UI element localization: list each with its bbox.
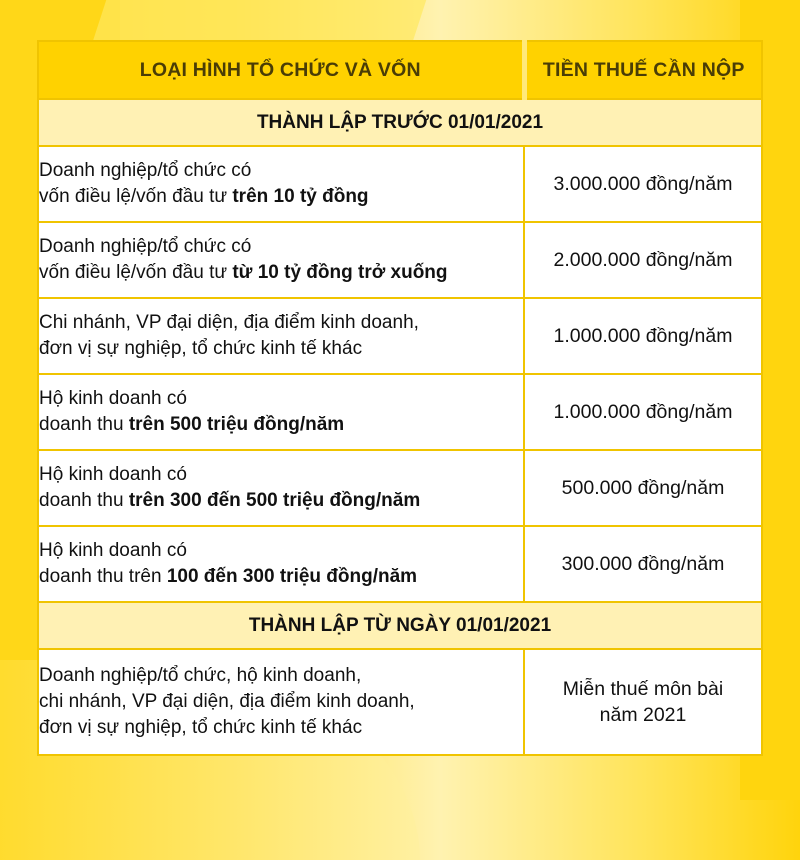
tax-amount: 3.000.000 đồng/năm: [524, 146, 762, 222]
description-line: [39, 488, 523, 514]
tax-amount: 500.000 đồng/năm: [524, 450, 762, 526]
description-text: vốn điều lệ/vốn đầu tư: [39, 262, 233, 283]
table-header-row: [38, 41, 762, 99]
tax-exemption-line: năm 2021: [599, 704, 687, 726]
section-title-from-2021: THÀNH LẬP TỪ NGÀY 01/01/2021: [38, 602, 762, 649]
description-text: vốn điều lệ/vốn đầu tư: [39, 186, 233, 207]
organization-description: [38, 298, 524, 374]
description-text: đơn vị sự nghiệp, tổ chức kinh tế khác: [39, 338, 363, 359]
description-bold-text: trên 10 tỷ đồng: [232, 186, 369, 207]
description-line: Doanh nghiệp/tổ chức có: [39, 236, 252, 257]
tax-amount: 300.000 đồng/năm: [524, 526, 762, 602]
table-row: [38, 526, 762, 602]
description-line: [39, 184, 523, 210]
description-line: [39, 564, 523, 590]
organization-description: [38, 450, 524, 526]
organization-description: [38, 649, 524, 755]
organization-description: [38, 374, 524, 450]
description-line: Hộ kinh doanh có: [39, 388, 187, 409]
description-bold-text: trên 500 triệu đồng/năm: [128, 414, 345, 435]
section-row: [38, 602, 762, 649]
description-bold-text: từ 10 tỷ đồng trở xuống: [232, 262, 448, 283]
description-line: Hộ kinh doanh có: [39, 540, 187, 561]
organization-description: [38, 526, 524, 602]
description-line: [39, 260, 523, 286]
tax-amount: [524, 649, 762, 755]
tax-exemption-line: Miễn thuế môn bài: [562, 678, 724, 700]
organization-description: [38, 222, 524, 298]
header-tax-amount: TIỀN THUẾ CẦN NỘP: [524, 41, 762, 99]
tax-amount: 1.000.000 đồng/năm: [524, 298, 762, 374]
organization-description: [38, 146, 524, 222]
description-line: đơn vị sự nghiệp, tổ chức kinh tế khác: [39, 717, 363, 738]
description-bold-text: trên 300 đến 500 triệu đồng/năm: [128, 490, 421, 511]
description-line: Doanh nghiệp/tổ chức, hộ kinh doanh,: [39, 665, 362, 686]
header-organization-type: LOẠI HÌNH TỔ CHỨC VÀ VỐN: [38, 41, 524, 99]
table-row: [38, 222, 762, 298]
description-line: Chi nhánh, VP đại diện, địa điểm kinh doanh,: [39, 312, 419, 333]
section-row: [38, 99, 762, 146]
table-row: [38, 649, 762, 755]
section-title-before-2021: THÀNH LẬP TRƯỚC 01/01/2021: [38, 99, 762, 146]
tax-table: [37, 40, 763, 756]
description-line: [39, 336, 523, 362]
description-line: Hộ kinh doanh có: [39, 464, 187, 485]
description-line: chi nhánh, VP đại diện, địa điểm kinh doanh,: [39, 691, 415, 712]
table-row: [38, 374, 762, 450]
table-row: [38, 298, 762, 374]
description-bold-text: 100 đến 300 triệu đồng/năm: [166, 566, 418, 587]
description-text: doanh thu: [39, 414, 129, 435]
description-text: doanh thu: [39, 490, 129, 511]
description-text: doanh thu trên: [39, 566, 167, 587]
tax-amount: 2.000.000 đồng/năm: [524, 222, 762, 298]
description-line: [39, 412, 523, 438]
table-row: [38, 146, 762, 222]
description-line: Doanh nghiệp/tổ chức có: [39, 160, 252, 181]
tax-amount: 1.000.000 đồng/năm: [524, 374, 762, 450]
table-row: [38, 450, 762, 526]
